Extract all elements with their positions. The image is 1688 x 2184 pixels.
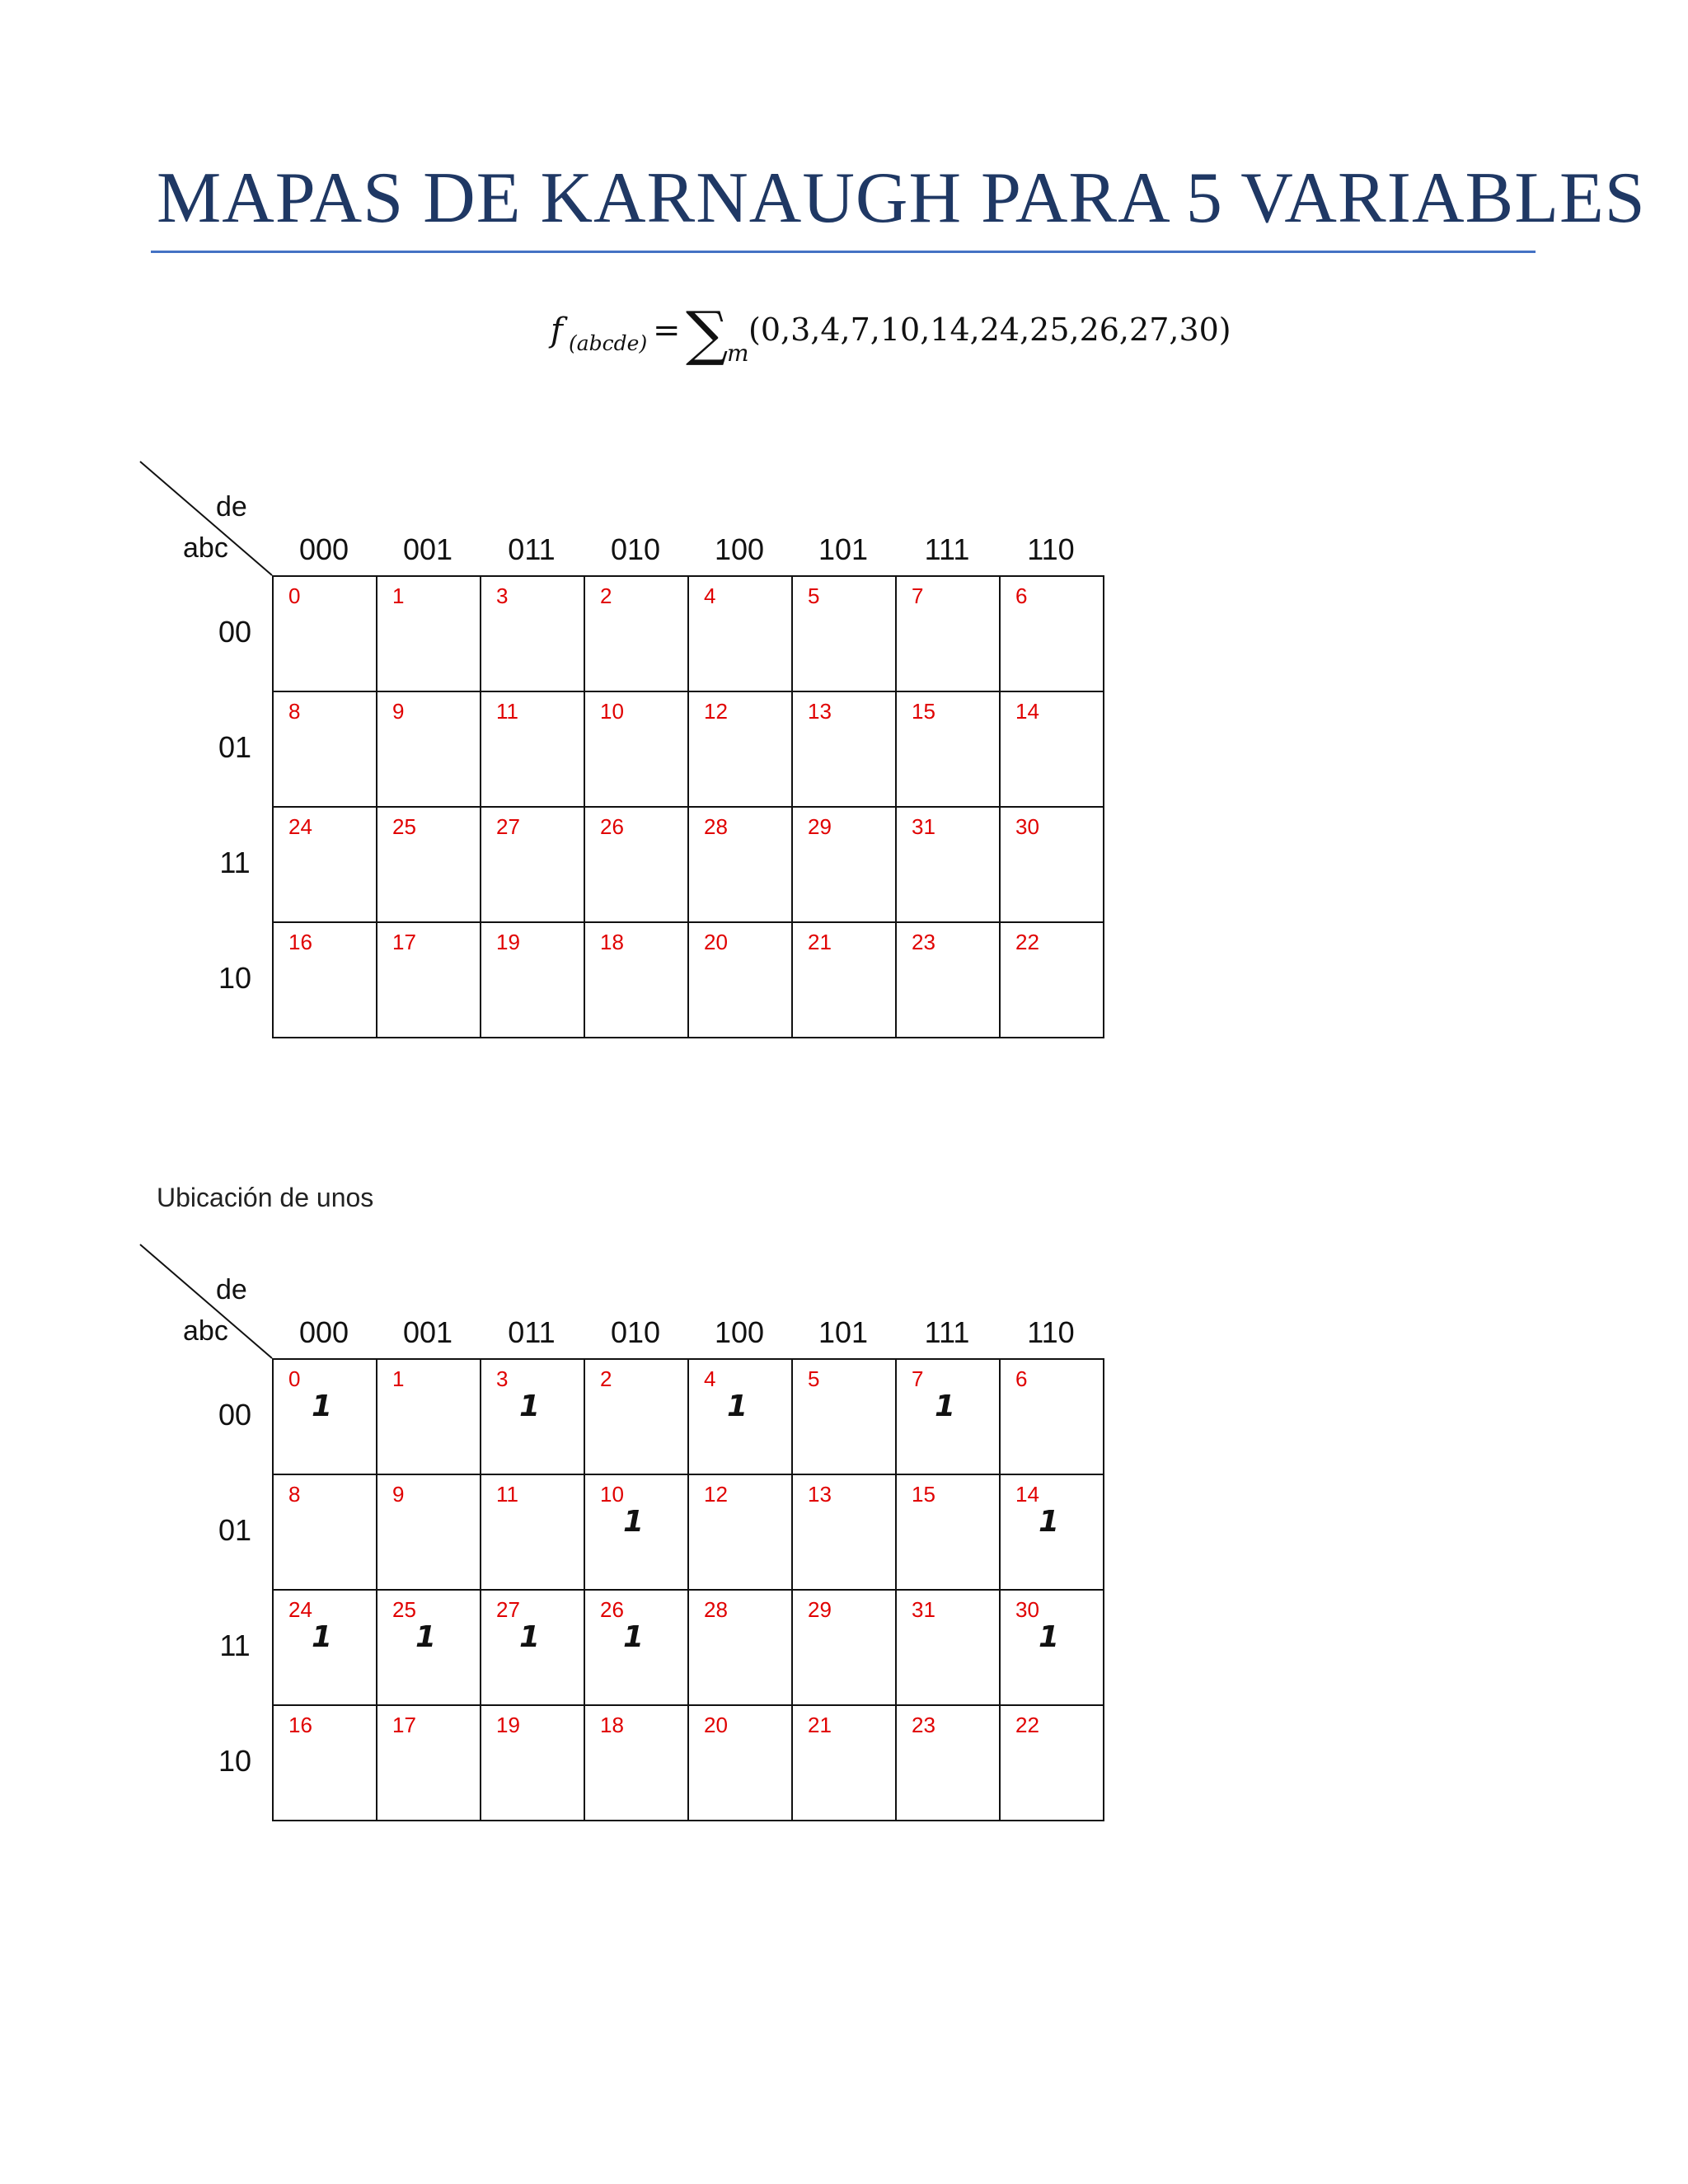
kmap-cell bbox=[585, 1706, 689, 1821]
kmap-cell bbox=[274, 577, 377, 692]
column-code: 100 bbox=[714, 532, 765, 566]
minterm-index: 18 bbox=[600, 1713, 624, 1737]
ones-caption: Ubicación de unos bbox=[157, 1183, 374, 1212]
kmap-cell bbox=[585, 1591, 689, 1706]
kmap-cell bbox=[689, 808, 793, 923]
column-code: 011 bbox=[508, 532, 556, 566]
minterm-index: 6 bbox=[1015, 1366, 1028, 1391]
minterm-index: 18 bbox=[600, 930, 624, 954]
one-value: 1 bbox=[312, 1620, 333, 1654]
kmap-cell bbox=[481, 577, 585, 692]
kmap-cell bbox=[377, 923, 481, 1038]
minterm-index: 10 bbox=[600, 1482, 624, 1507]
minterm-index: 30 bbox=[1015, 1597, 1039, 1622]
minterm-index: 28 bbox=[704, 814, 728, 839]
column-code: 000 bbox=[298, 532, 349, 566]
row-code: 11 bbox=[219, 846, 251, 879]
minterm-index: 22 bbox=[1015, 1713, 1039, 1737]
kmap-cell bbox=[689, 1475, 793, 1591]
minterm-list: (0,3,4,7,10,14,24,25,26,27,30) bbox=[748, 312, 1231, 348]
minterm-index: 12 bbox=[704, 699, 728, 724]
minterm-index: 17 bbox=[392, 930, 416, 954]
minterm-index: 7 bbox=[912, 583, 924, 608]
kmap-cell bbox=[274, 808, 377, 923]
kmap-cell bbox=[377, 1475, 481, 1591]
kmap-cell bbox=[274, 1360, 377, 1475]
kmap-cell bbox=[897, 1360, 1001, 1475]
minterm-index: 15 bbox=[912, 1482, 935, 1507]
kmap-cell bbox=[689, 923, 793, 1038]
kmap-cell bbox=[897, 1706, 1001, 1821]
kmap-cell bbox=[689, 692, 793, 808]
function-subscript: (abcde) bbox=[569, 331, 648, 355]
column-code: 110 bbox=[1027, 1315, 1075, 1349]
kmap-cell bbox=[585, 808, 689, 923]
minterm-index: 4 bbox=[704, 1366, 716, 1391]
column-code: 010 bbox=[610, 532, 661, 566]
minterm-index: 21 bbox=[808, 930, 832, 954]
kmap-cell bbox=[897, 808, 1001, 923]
one-value: 1 bbox=[1039, 1505, 1060, 1539]
one-value: 1 bbox=[312, 1390, 333, 1423]
row-variables-label: abc bbox=[183, 532, 228, 564]
kmap-cell bbox=[377, 1591, 481, 1706]
minterm-index: 15 bbox=[912, 699, 935, 724]
kmap-cell bbox=[585, 692, 689, 808]
minterm-index: 4 bbox=[704, 583, 716, 608]
minterm-index: 8 bbox=[288, 1482, 301, 1507]
row-code: 01 bbox=[218, 730, 252, 764]
minterm-index: 27 bbox=[496, 1597, 520, 1622]
kmap-cell bbox=[481, 1591, 585, 1706]
kmap-cell bbox=[689, 1360, 793, 1475]
kmap-cell bbox=[585, 923, 689, 1038]
kmap-cell bbox=[481, 1706, 585, 1821]
minterm-index: 5 bbox=[808, 1366, 820, 1391]
kmap-cell bbox=[481, 692, 585, 808]
minterm-index: 23 bbox=[912, 930, 935, 954]
minterm-index: 12 bbox=[704, 1482, 728, 1507]
minterm-index: 8 bbox=[288, 699, 301, 724]
kmap-grid bbox=[272, 1358, 1104, 1821]
kmap-cell bbox=[274, 923, 377, 1038]
minterm-index: 13 bbox=[808, 699, 832, 724]
kmap-cell bbox=[689, 1591, 793, 1706]
column-code: 110 bbox=[1027, 532, 1075, 566]
minterm-index: 11 bbox=[496, 699, 518, 724]
column-code: 001 bbox=[402, 1315, 453, 1349]
kmap-cell bbox=[377, 1706, 481, 1821]
minterm-index: 3 bbox=[496, 1366, 509, 1391]
minterm-index: 9 bbox=[392, 1482, 405, 1507]
kmap-cell bbox=[897, 1591, 1001, 1706]
minterm-index: 31 bbox=[912, 1597, 935, 1622]
row-code: 01 bbox=[218, 1513, 252, 1547]
kmap-cell bbox=[897, 1475, 1001, 1591]
minterm-index: 2 bbox=[600, 1366, 612, 1391]
minterm-index: 10 bbox=[600, 699, 624, 724]
kmap-cell bbox=[793, 1706, 897, 1821]
kmap-cell bbox=[274, 1591, 377, 1706]
one-value: 1 bbox=[415, 1620, 437, 1654]
minterm-index: 6 bbox=[1015, 583, 1028, 608]
kmap-cell bbox=[481, 1475, 585, 1591]
one-value: 1 bbox=[623, 1620, 645, 1654]
kmap-cell bbox=[1001, 1475, 1104, 1591]
minterm-index: 23 bbox=[912, 1713, 935, 1737]
minterm-index: 28 bbox=[704, 1597, 728, 1622]
column-code: 001 bbox=[402, 532, 453, 566]
minterm-index: 2 bbox=[600, 583, 612, 608]
row-code: 00 bbox=[218, 1398, 252, 1432]
karnaugh-map-ones bbox=[0, 1236, 1236, 1879]
kmap-cell bbox=[689, 577, 793, 692]
minterm-index: 0 bbox=[288, 583, 301, 608]
row-code: 11 bbox=[219, 1629, 251, 1662]
column-code: 100 bbox=[714, 1315, 765, 1349]
kmap-cell bbox=[377, 1360, 481, 1475]
column-code: 101 bbox=[818, 1315, 869, 1349]
one-value: 1 bbox=[623, 1505, 645, 1539]
kmap-cell bbox=[793, 1360, 897, 1475]
kmap-cell bbox=[274, 1475, 377, 1591]
kmap-cell bbox=[793, 808, 897, 923]
column-code: 101 bbox=[818, 532, 869, 566]
kmap-cell bbox=[585, 577, 689, 692]
row-code: 00 bbox=[218, 615, 252, 649]
kmap-cell bbox=[1001, 1360, 1104, 1475]
kmap-cell bbox=[1001, 923, 1104, 1038]
minterm-index: 1 bbox=[392, 583, 405, 608]
kmap-cell bbox=[1001, 1706, 1104, 1821]
minterm-index: 27 bbox=[496, 814, 520, 839]
column-code: 000 bbox=[298, 1315, 349, 1349]
minterm-index: 25 bbox=[392, 1597, 416, 1622]
kmap-cell bbox=[793, 692, 897, 808]
minterm-index: 26 bbox=[600, 1597, 624, 1622]
column-code: 011 bbox=[508, 1315, 556, 1349]
minterm-index: 16 bbox=[288, 1713, 312, 1737]
minterm-index: 20 bbox=[704, 930, 728, 954]
kmap-cell bbox=[897, 692, 1001, 808]
minterm-index: 29 bbox=[808, 814, 832, 839]
minterm-index: 26 bbox=[600, 814, 624, 839]
minterm-index: 24 bbox=[288, 814, 312, 839]
kmap-cell bbox=[377, 692, 481, 808]
row-code: 10 bbox=[218, 961, 252, 995]
minterm-index: 16 bbox=[288, 930, 312, 954]
column-code: 010 bbox=[610, 1315, 661, 1349]
minterm-index: 29 bbox=[808, 1597, 832, 1622]
column-code: 111 bbox=[924, 1315, 970, 1349]
minterm-index: 20 bbox=[704, 1713, 728, 1737]
one-value: 1 bbox=[519, 1390, 541, 1423]
minterm-index: 3 bbox=[496, 583, 509, 608]
column-variables-label: de bbox=[216, 1274, 247, 1305]
kmap-cell bbox=[1001, 808, 1104, 923]
kmap-cell bbox=[1001, 692, 1104, 808]
column-variables-label: de bbox=[216, 491, 247, 523]
one-value: 1 bbox=[935, 1390, 956, 1423]
minterm-index: 13 bbox=[808, 1482, 832, 1507]
one-value: 1 bbox=[1039, 1620, 1060, 1654]
one-value: 1 bbox=[727, 1390, 748, 1423]
kmap-cell bbox=[274, 692, 377, 808]
sigma-symbol: ∑ bbox=[686, 298, 729, 368]
minterm-index: 31 bbox=[912, 814, 935, 839]
minterm-index: 21 bbox=[808, 1713, 832, 1737]
page-title: MAPAS DE KARNAUGH PARA 5 VARIABLES bbox=[157, 158, 1646, 238]
kmap-cell bbox=[793, 1591, 897, 1706]
column-code: 111 bbox=[924, 532, 970, 566]
kmap-cell bbox=[793, 923, 897, 1038]
minterm-index: 17 bbox=[392, 1713, 416, 1737]
minterm-index: 14 bbox=[1015, 699, 1039, 724]
kmap-cell bbox=[793, 1475, 897, 1591]
minterm-subscript: m bbox=[727, 340, 749, 367]
minterm-index: 5 bbox=[808, 583, 820, 608]
minterm-index: 25 bbox=[392, 814, 416, 839]
minterm-index: 24 bbox=[288, 1597, 312, 1622]
karnaugh-map-indices bbox=[0, 453, 1236, 1096]
kmap-cell bbox=[1001, 577, 1104, 692]
minterm-index: 1 bbox=[392, 1366, 405, 1391]
minterm-index: 0 bbox=[288, 1366, 301, 1391]
kmap-cell bbox=[897, 923, 1001, 1038]
kmap-cell bbox=[585, 1360, 689, 1475]
boolean-function-formula bbox=[551, 298, 1231, 377]
minterm-index: 30 bbox=[1015, 814, 1039, 839]
kmap-cell bbox=[689, 1706, 793, 1821]
kmap-grid bbox=[272, 575, 1104, 1038]
kmap-cell bbox=[1001, 1591, 1104, 1706]
minterm-index: 22 bbox=[1015, 930, 1039, 954]
kmap-cell bbox=[481, 923, 585, 1038]
kmap-cell bbox=[481, 1360, 585, 1475]
minterm-index: 7 bbox=[912, 1366, 924, 1391]
row-variables-label: abc bbox=[183, 1315, 228, 1347]
minterm-index: 14 bbox=[1015, 1482, 1039, 1507]
title-underline bbox=[151, 251, 1536, 253]
equals-sign: = bbox=[653, 312, 681, 349]
kmap-cell bbox=[377, 577, 481, 692]
minterm-index: 11 bbox=[496, 1482, 518, 1507]
minterm-index: 19 bbox=[496, 930, 520, 954]
kmap-cell bbox=[585, 1475, 689, 1591]
minterm-index: 19 bbox=[496, 1713, 520, 1737]
kmap-cell bbox=[793, 577, 897, 692]
one-value: 1 bbox=[519, 1620, 541, 1654]
minterm-index: 9 bbox=[392, 699, 405, 724]
kmap-cell bbox=[897, 577, 1001, 692]
kmap-cell bbox=[377, 808, 481, 923]
row-code: 10 bbox=[218, 1744, 252, 1778]
function-symbol: f bbox=[551, 312, 563, 349]
kmap-cell bbox=[274, 1706, 377, 1821]
kmap-cell bbox=[481, 808, 585, 923]
